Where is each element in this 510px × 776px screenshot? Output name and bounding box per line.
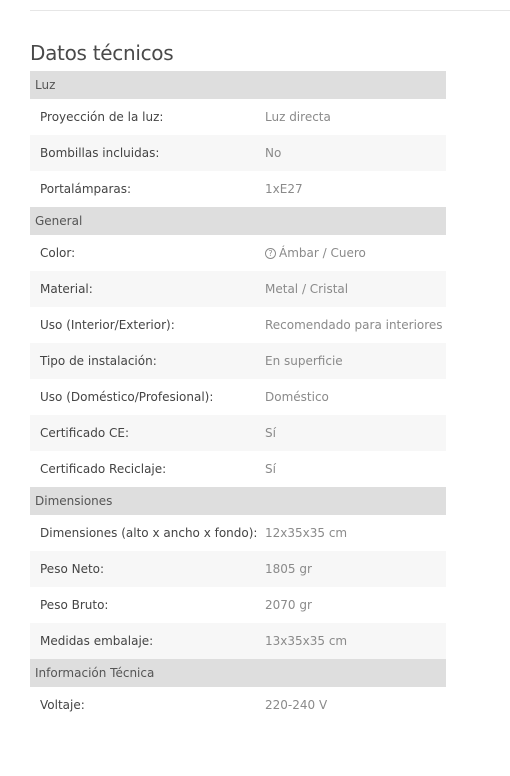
spec-value: 13x35x35 cm: [265, 634, 348, 648]
spec-value: 1xE27: [265, 182, 303, 196]
spec-row: [30, 551, 446, 587]
help-icon[interactable]: ?: [265, 248, 276, 259]
spec-label: Certificado CE:: [40, 426, 130, 440]
spec-value: No: [265, 146, 282, 160]
spec-row: [30, 343, 446, 379]
top-divider: [30, 10, 510, 11]
spec-label: Peso Bruto:: [40, 598, 109, 612]
spec-value: Sí: [265, 462, 276, 476]
spec-value: Sí: [265, 426, 276, 440]
spec-label: Uso (Interior/Exterior):: [40, 318, 175, 332]
spec-label: Bombillas incluidas:: [40, 146, 160, 160]
section-header-informacion-tecnica: Información Técnica: [30, 659, 446, 687]
spec-row: [30, 307, 446, 343]
spec-row: [30, 415, 446, 451]
spec-row: [30, 623, 446, 659]
section-header-general: General: [30, 207, 446, 235]
spec-table: [30, 71, 446, 723]
spec-label: Certificado Reciclaje:: [40, 462, 167, 476]
spec-value: 1805 gr: [265, 562, 312, 576]
spec-value: Recomendado para interiores: [265, 318, 443, 332]
spec-value: [256, 246, 446, 260]
color-value-text: Ámbar / Cuero: [279, 246, 366, 260]
spec-value: 2070 gr: [265, 598, 312, 612]
spec-label: Peso Neto:: [40, 562, 105, 576]
spec-row: [30, 135, 446, 171]
spec-value: En superficie: [265, 354, 343, 368]
spec-value: 12x35x35 cm: [265, 526, 348, 540]
spec-label: Dimensiones (alto x ancho x fondo):: [40, 526, 258, 540]
spec-label: Proyección de la luz:: [40, 110, 164, 124]
spec-label: Medidas embalaje:: [40, 634, 154, 648]
spec-label: Tipo de instalación:: [40, 354, 157, 368]
spec-label: Uso (Doméstico/Profesional):: [40, 390, 214, 404]
spec-label: Voltaje:: [40, 698, 85, 712]
section-header-dimensiones: Dimensiones: [30, 487, 446, 515]
spec-value: Doméstico: [265, 390, 329, 404]
spec-row: [30, 587, 446, 623]
spec-value: Metal / Cristal: [265, 282, 349, 296]
spec-row: [30, 235, 446, 271]
spec-value: Luz directa: [265, 110, 331, 124]
spec-label: Color:: [40, 246, 76, 260]
spec-row: [30, 451, 446, 487]
spec-row: [30, 99, 446, 135]
spec-label: Material:: [40, 282, 93, 296]
spec-row: [30, 271, 446, 307]
section-header-luz: Luz: [30, 71, 446, 99]
spec-row: [30, 379, 446, 415]
spec-value: 220-240 V: [265, 698, 328, 712]
spec-row: [30, 687, 446, 723]
page-title: Datos técnicos: [30, 41, 174, 65]
spec-row: [30, 515, 446, 551]
spec-label: Portalámparas:: [40, 182, 132, 196]
spec-row: [30, 171, 446, 207]
